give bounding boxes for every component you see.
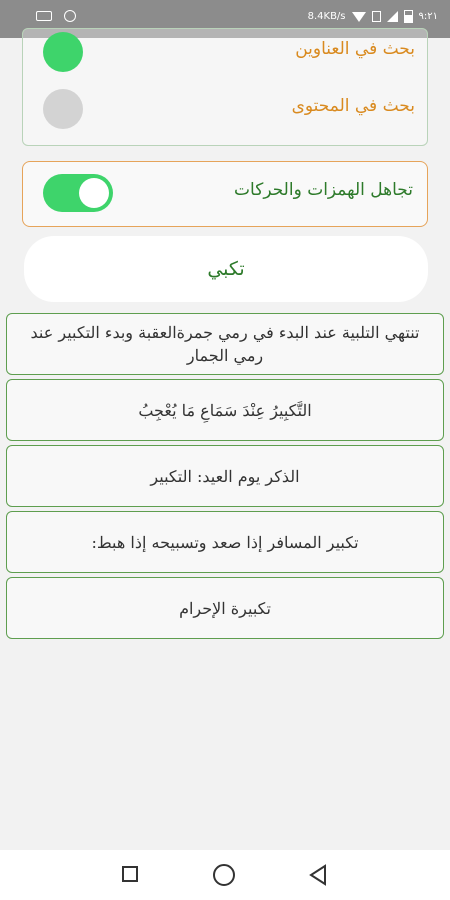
titles-label: بحث في العناوين xyxy=(295,39,415,59)
alarm-icon xyxy=(64,10,76,22)
sim-icon xyxy=(372,11,381,22)
result-item[interactable] xyxy=(6,445,444,507)
result-text: التَّكبِيرُ عِنْدَ سَمَاعِ مَا يُعْجِبُ xyxy=(138,400,312,420)
result-text: تكبيرة الإحرام xyxy=(179,598,271,618)
result-item[interactable] xyxy=(6,313,444,375)
toggle-knob xyxy=(79,178,109,208)
notification-box-icon xyxy=(36,11,52,21)
titles-radio[interactable] xyxy=(43,32,83,72)
ignore-diacritics-row[interactable] xyxy=(22,161,428,227)
result-text: الذكر يوم العيد: التكبير xyxy=(150,466,300,486)
search-query-text: تكبي xyxy=(207,258,245,280)
wifi-icon xyxy=(352,12,366,22)
search-scope-panel xyxy=(22,28,428,146)
result-item[interactable] xyxy=(6,379,444,441)
ignore-diacritics-toggle[interactable] xyxy=(43,174,113,212)
battery-icon xyxy=(404,10,413,23)
search-input[interactable] xyxy=(24,236,428,302)
back-icon[interactable] xyxy=(308,864,328,886)
ignore-diacritics-label: تجاهل الهمزات والحركات xyxy=(234,180,413,200)
option-search-titles[interactable] xyxy=(23,29,427,75)
content-radio[interactable] xyxy=(43,89,83,129)
net-speed: 8.4KB/s xyxy=(307,11,346,22)
result-text: تنتهي التلبية عند البدء في رمي جمرةالعقبة وبدء التكبير عند رمي الجمار xyxy=(30,323,420,365)
recents-icon[interactable] xyxy=(122,866,138,882)
home-icon[interactable] xyxy=(213,864,235,886)
result-text: تكبير المسافر إذا صعد وتسبيحه إذا هبط: xyxy=(91,532,359,552)
clock: ٩:٢١ xyxy=(418,11,438,22)
result-item[interactable] xyxy=(6,577,444,639)
signal-icon xyxy=(387,11,398,22)
option-search-content[interactable] xyxy=(23,86,427,132)
result-item[interactable] xyxy=(6,511,444,573)
content-label: بحث في المحتوى xyxy=(291,96,415,116)
system-nav-bar xyxy=(0,850,450,900)
